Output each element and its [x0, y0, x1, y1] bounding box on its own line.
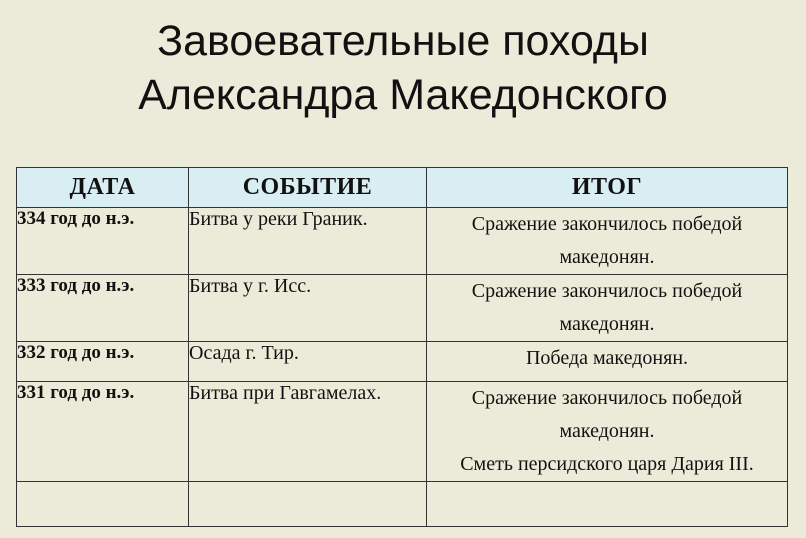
result-line: Победа македонян. [525, 347, 689, 369]
header-date: ДАТА [17, 168, 189, 208]
title-line-1: Завоевательные походы [157, 17, 649, 65]
date-cell: 334 год до н.э. [17, 208, 189, 275]
result-line: македонян. [559, 313, 655, 335]
event-cell: Битва у реки Граник. [189, 208, 427, 275]
page-title [0, 14, 806, 122]
title-line-2: Александра Македонского [138, 71, 668, 119]
campaigns-table [16, 167, 788, 527]
event-cell: Битва у г. Исс. [189, 275, 427, 342]
result-line: македонян. [559, 246, 655, 268]
result-line: македонян. [559, 420, 655, 442]
header-result: ИТОГ [427, 168, 788, 208]
event-cell [189, 482, 427, 527]
result-cell [427, 482, 788, 527]
event-cell: Осада г. Тир. [189, 342, 427, 382]
table-row [17, 342, 788, 382]
result-line: Сражение закончилось победой [471, 387, 743, 409]
table-row [17, 382, 788, 482]
table-row [17, 275, 788, 342]
result-line: Сражение закончилось победой [471, 213, 743, 235]
date-cell: 331 год до н.э. [17, 382, 189, 482]
table-row [17, 208, 788, 275]
date-cell: 333 год до н.э. [17, 275, 189, 342]
date-cell: 332 год до н.э. [17, 342, 189, 382]
table-row-empty [17, 482, 788, 527]
event-cell: Битва при Гавгамелах. [189, 382, 427, 482]
date-cell [17, 482, 189, 527]
table-header-row [17, 168, 788, 208]
result-cell [427, 342, 788, 382]
header-event: СОБЫТИЕ [189, 168, 427, 208]
result-line: Сражение закончилось победой [471, 280, 743, 302]
result-cell [427, 275, 788, 342]
result-cell [427, 208, 788, 275]
result-cell [427, 382, 788, 482]
result-line: Сметь персидского царя Дария III. [460, 453, 754, 475]
